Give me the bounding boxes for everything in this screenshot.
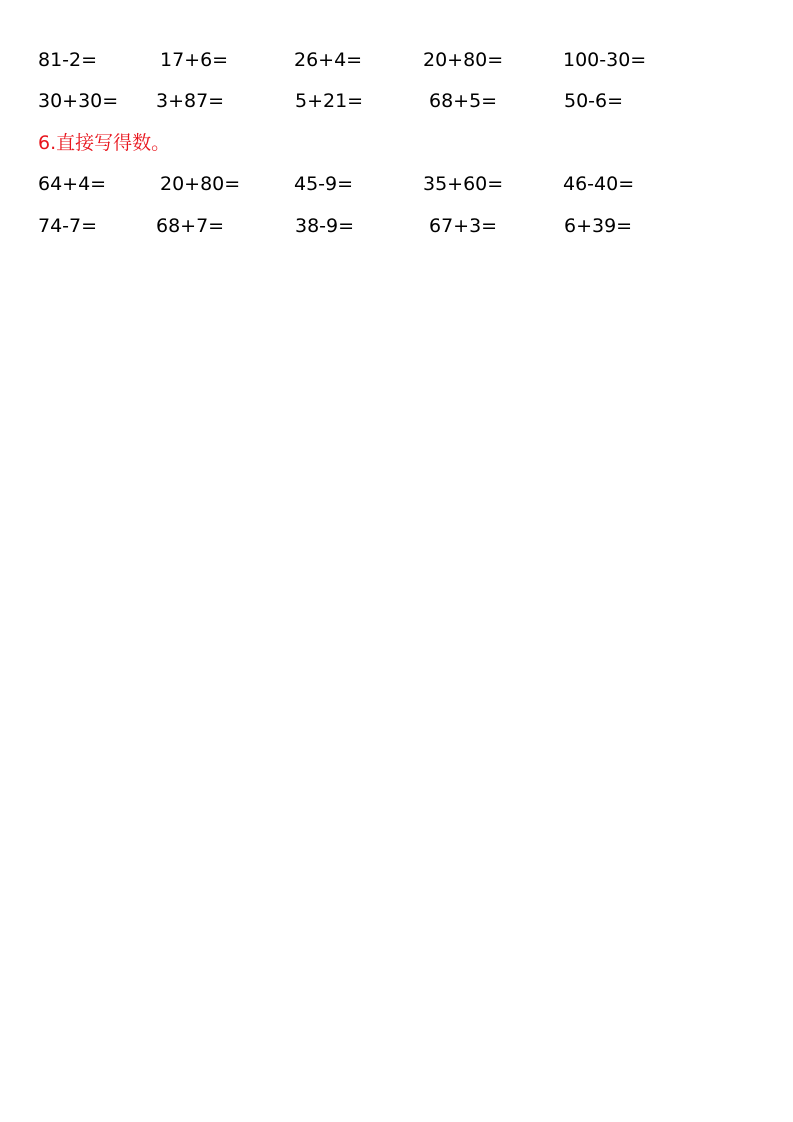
- math-problem: 3+87=: [156, 90, 225, 112]
- problem-row: [0, 45, 793, 75]
- math-problem: 64+4=: [38, 173, 107, 195]
- section-heading: 6.直接写得数。: [38, 132, 171, 154]
- problem-row: [0, 169, 793, 199]
- math-problem: 67+3=: [429, 215, 498, 237]
- problem-row: [0, 86, 793, 116]
- math-problem: 17+6=: [160, 49, 229, 71]
- math-problem: 81-2=: [38, 49, 98, 71]
- math-problem: 5+21=: [295, 90, 364, 112]
- math-problem: 74-7=: [38, 215, 98, 237]
- math-problem: 46-40=: [563, 173, 635, 195]
- math-problem: 38-9=: [295, 215, 355, 237]
- math-problem: 50-6=: [564, 90, 624, 112]
- math-problem: 6+39=: [564, 215, 633, 237]
- problem-row: [0, 211, 793, 241]
- math-problem: 100-30=: [563, 49, 647, 71]
- math-problem: 30+30=: [38, 90, 119, 112]
- math-problem: 20+80=: [423, 49, 504, 71]
- math-problem: 68+7=: [156, 215, 225, 237]
- math-problem: 20+80=: [160, 173, 241, 195]
- math-problem: 68+5=: [429, 90, 498, 112]
- math-problem: 26+4=: [294, 49, 363, 71]
- math-problem: 45-9=: [294, 173, 354, 195]
- math-problem: 35+60=: [423, 173, 504, 195]
